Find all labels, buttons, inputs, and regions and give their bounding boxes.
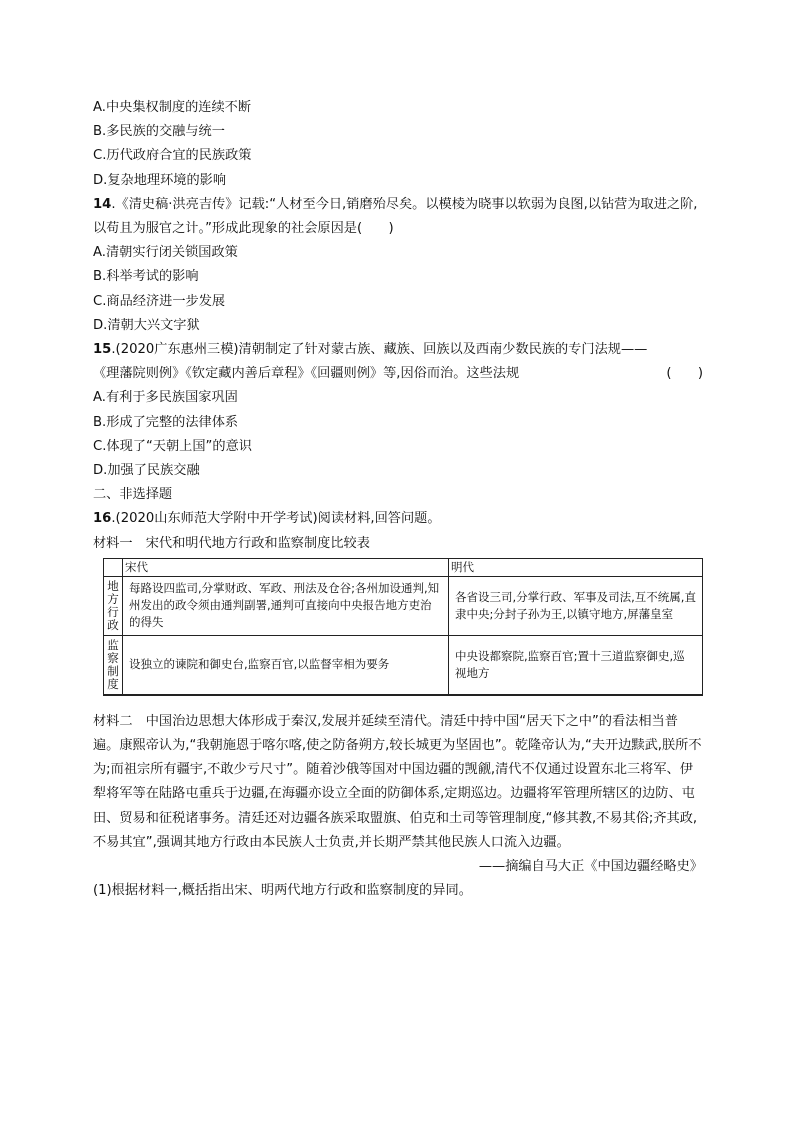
q14-option-c: C.商品经济进一步发展 <box>93 293 226 309</box>
q14-option-d: D.清朝大兴文字狱 <box>93 317 200 333</box>
option-a: A.中央集权制度的连续不断 <box>93 100 252 115</box>
question-15-line2 <box>93 362 703 386</box>
column-header-song: 宋代 <box>123 558 449 576</box>
cell-song-admin: 每路设四监司,分掌财政、军政、刑法及仓谷;各州加设通判,知州发出的政令须由通判副署,通判可直接向中央报告地方吏治的得失 <box>123 576 449 635</box>
question-stem-line2: 《理藩院则例》《钦定藏内善后章程》《回疆则例》等,因俗而治。这些法规 <box>93 366 520 382</box>
question-number: 15 <box>93 342 112 358</box>
cell-song-supervision: 设独立的谏院和御史台,监察百官,以监督宰相为要务 <box>123 635 449 695</box>
comparison-table <box>103 558 703 696</box>
q15-option-a: A.有利于多民族国家巩固 <box>93 390 238 406</box>
row-label-supervision: 监察制度 <box>104 635 123 695</box>
q14-option-a: A.清朝实行闭关锁国政策 <box>93 245 238 261</box>
sub-question-1: (1)根据材料一,概括指出宋、明两代地方行政和监察制度的异同。 <box>93 883 472 899</box>
material2-source: ——摘编自马大正《中国边疆经略史》 <box>478 859 703 875</box>
option-b: B.多民族的交融与统一 <box>93 124 225 140</box>
q15-option-b: B.形成了完整的法律体系 <box>93 414 239 430</box>
question-14 <box>93 193 703 241</box>
section-title: 二、非选择题 <box>93 487 173 503</box>
row-label-admin: 地方行政 <box>104 576 123 635</box>
column-header-ming: 明代 <box>449 558 703 576</box>
cell-ming-admin: 各省设三司,分掌行政、军事及司法,互不统属,直隶中央;分封子孙为王,以镇守地方,屏藩皇室 <box>449 576 703 635</box>
question-stem: .《清史稿·洪亮吉传》记载:“人材至今日,销磨殆尽矣。以模棱为晓事以软弱为良图,以钻营为取进之阶,以苟且为服官之计。”形成此现象的社会原因是( ) <box>93 196 698 237</box>
table-header-row <box>104 558 703 576</box>
option-d: D.复杂地理环境的影响 <box>93 172 227 188</box>
q15-option-c: C.体现了“天朝上国”的意识 <box>93 438 252 454</box>
question-number: 14 <box>93 196 112 212</box>
question-15 <box>93 338 703 362</box>
question-stem: .(2020山东师范大学附中开学考试)阅读材料,回答问题。 <box>111 511 441 527</box>
material2 <box>93 710 703 879</box>
table-corner <box>104 558 123 576</box>
question-stem-line1: .(2020广东惠州三模)清朝制定了针对蒙古族、藏族、回族以及西南少数民族的专门法规—— <box>111 342 648 358</box>
question-number: 16 <box>93 511 112 527</box>
q14-option-b: B.科举考试的影响 <box>93 269 199 285</box>
question-16 <box>93 507 703 531</box>
answer-bracket: ( ) <box>666 366 703 382</box>
material2-text: 材料二 中国治边思想大体形成于秦汉,发展并延续至清代。清廷中持中国“居天下之中”的看法相当普遍。康熙帝认为,“我朝施恩于喀尔喀,使之防备朔方,较长城更为坚固也”。乾隆帝认为,“夫开边黩武,朕所不为;而祖宗所有疆宇,不敢少亏尺寸”。随着沙俄等国对中国边疆的觊觎,清代不仅通过设置东北三将军、伊犁将军等在陆路屯重兵于边疆,在海疆亦设立全面的防御体系,定期巡边。边疆将军管理所辖区的边防、屯田、贸易和征税诸事务。清廷还对边疆各族采取盟旗、伯克和土司等管理制度,“修其教,不易其俗;齐其政,不易其宜”,强调其地方行政由本民族人士负责,并长期严禁其他民族人口流入边疆。 <box>93 713 702 850</box>
material1-title: 材料一 宋代和明代地方行政和监察制度比较表 <box>93 535 370 551</box>
q15-option-d: D.加强了民族交融 <box>93 463 200 479</box>
table-row <box>104 576 703 635</box>
option-c: C.历代政府合宜的民族政策 <box>93 148 252 164</box>
table-row <box>104 635 703 695</box>
cell-ming-supervision: 中央设都察院,监察百官;置十三道监察御史,巡视地方 <box>449 635 703 695</box>
page-content <box>93 96 703 903</box>
